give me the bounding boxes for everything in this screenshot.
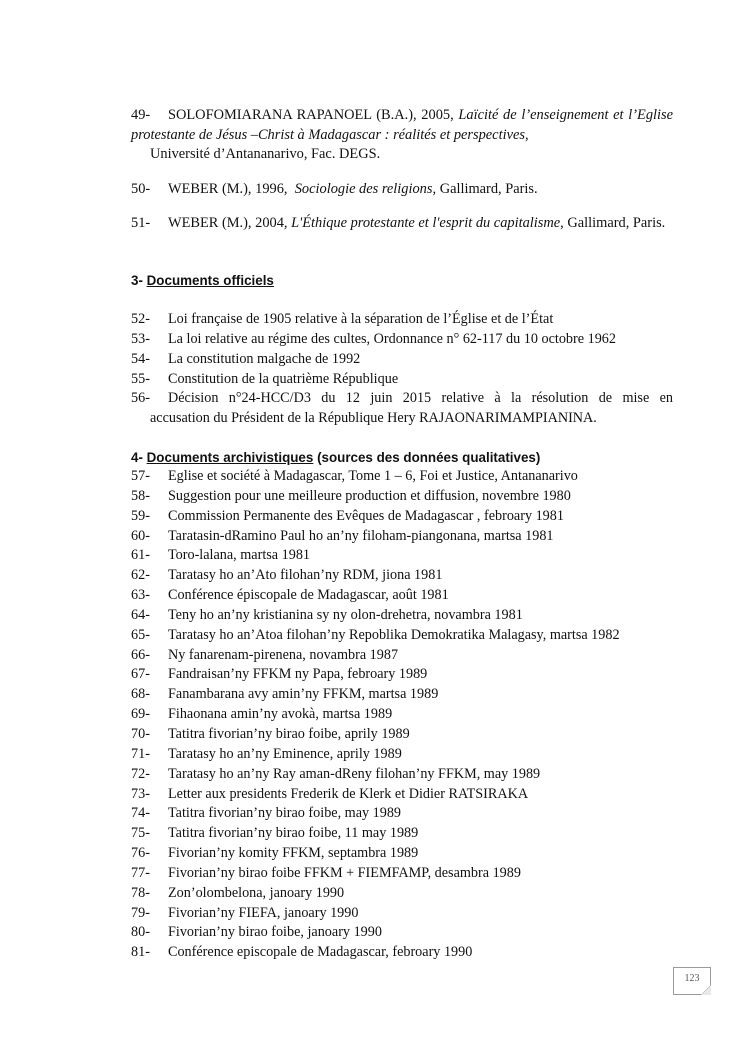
item-number: 79- — [131, 904, 150, 921]
item-number: 57- — [131, 468, 150, 484]
item-number: 65- — [131, 626, 150, 643]
reference-author: SOLOFOMIARANA RAPANOEL (B.A.), 2005, — [168, 107, 454, 123]
item-text: Conférence épiscopale de Madagascar, août 1981 — [168, 587, 449, 604]
reference-50 — [131, 180, 673, 200]
section-title: Documents archivistiques — [146, 450, 314, 465]
list-item — [131, 586, 673, 606]
section-number: 3- — [131, 273, 147, 288]
item-text: Loi française de 1905 relative à la séparation de l’Église et de l’État — [168, 311, 554, 327]
list-item — [131, 725, 673, 745]
list-item — [131, 844, 673, 864]
item-text: Constitution de la quatrième République — [168, 370, 399, 387]
item-number: 77- — [131, 864, 150, 881]
list-item — [131, 665, 673, 685]
item-number: 72- — [131, 765, 150, 782]
item-text: Fihaonana amin’ny avokà, martsa 1989 — [168, 706, 393, 723]
item-text: Eglise et société à Madagascar, Tome 1 – 6, Foi et Justice, Antananarivo — [168, 468, 578, 484]
item-number: 55- — [131, 370, 150, 387]
item-number: 61- — [131, 547, 150, 564]
item-number: 74- — [131, 805, 150, 822]
list-item — [131, 350, 673, 370]
item-number: 80- — [131, 924, 150, 941]
item-text: Fandraisan’ny FFKM ny Papa, febroary 1989 — [168, 666, 428, 683]
list-item — [131, 310, 673, 330]
item-text: Taratasy ho an’ny Eminence, aprily 1989 — [168, 745, 402, 762]
item-number: 81- — [131, 944, 150, 961]
list-item — [131, 765, 673, 785]
item-text: Teny ho an’ny kristianina sy ny olon-drehetra, novambra 1981 — [168, 606, 523, 623]
item-text: Letter aux presidents Frederik de Klerk et Didier RATSIRAKA — [168, 785, 529, 802]
item-text: Zon’olombelona, janoary 1990 — [168, 884, 345, 901]
reference-publisher: , Gallimard, Paris. — [560, 215, 666, 231]
reference-number: 50- — [131, 181, 151, 197]
list-item — [131, 943, 673, 963]
item-number: 67- — [131, 666, 150, 683]
item-text: Taratasy ho an’Ato filohan’ny RDM, jiona 1981 — [168, 567, 443, 584]
reference-publisher: Gallimard, Paris. — [439, 181, 538, 197]
list-item — [131, 389, 673, 409]
reference-author: WEBER (M.), 2004, — [168, 215, 288, 231]
list-item — [131, 566, 673, 586]
item-number: 64- — [131, 606, 150, 623]
item-text: Fivorian’ny birao foibe FFKM + FIEMFAMP, desambra 1989 — [168, 864, 521, 881]
item-text: Tatitra fivorian’ny birao foibe, aprily 1989 — [168, 725, 410, 742]
list-item — [131, 487, 673, 507]
list-item — [131, 646, 673, 666]
item-number: 54- — [131, 350, 150, 367]
reference-number: 49- — [131, 107, 151, 123]
item-text: Ny fanarenam-pirenena, novambra 1987 — [168, 646, 399, 663]
section-title: Documents officiels — [146, 273, 274, 288]
list-item — [131, 745, 673, 765]
list-item — [131, 467, 673, 487]
item-text: Fivorian’ny FIEFA, janoary 1990 — [168, 904, 359, 921]
archive-documents-list — [131, 467, 673, 963]
list-item — [131, 785, 673, 805]
list-item — [131, 685, 673, 705]
list-item — [131, 824, 673, 844]
item-number: 68- — [131, 686, 150, 703]
item-number: 59- — [131, 507, 150, 524]
item-text: Conférence episcopale de Madagascar, febroary 1990 — [168, 944, 473, 961]
item-text: La constitution malgache de 1992 — [168, 350, 361, 367]
list-item — [131, 626, 673, 646]
list-item — [131, 804, 673, 824]
list-item — [131, 507, 673, 527]
item-number: 75- — [131, 825, 150, 842]
item-text: Toro-lalana, martsa 1981 — [168, 547, 311, 564]
reference-title: Laïcité de l’enseignement et l’Eglise protestante de Jésus –Christ à Madagascar : réalités et perspectives, — [131, 107, 673, 143]
item-number: 52- — [131, 311, 150, 327]
item-text: Taratasin-dRamino Paul ho an’ny filoham-piangonana, martsa 1981 — [168, 527, 554, 544]
list-item — [131, 705, 673, 725]
item-text: Fivorian’ny birao foibe, janoary 1990 — [168, 924, 382, 941]
item-number: 56- — [131, 390, 150, 407]
reference-49-continuation — [131, 145, 673, 165]
list-item — [131, 546, 673, 566]
section-heading-archive-documents — [131, 450, 540, 465]
reference-51 — [131, 214, 673, 234]
item-number: 78- — [131, 884, 150, 901]
item-number: 66- — [131, 646, 150, 663]
list-item — [131, 330, 673, 350]
item-number: 58- — [131, 487, 150, 504]
reference-author: WEBER (M.), 1996, — [168, 181, 288, 197]
item-number: 73- — [131, 785, 150, 802]
list-item — [131, 864, 673, 884]
item-number: 60- — [131, 527, 150, 544]
list-item — [131, 370, 673, 390]
official-documents-list — [131, 310, 673, 429]
list-item — [131, 606, 673, 626]
item-text: Tatitra fivorian’ny birao foibe, may 1989 — [168, 805, 402, 822]
item-number: 71- — [131, 745, 150, 762]
reference-49 — [131, 106, 673, 143]
section-heading-official-documents — [131, 273, 274, 288]
item-number: 63- — [131, 587, 150, 604]
item-text: Fanambarana avy amin’ny FFKM, martsa 1989 — [168, 686, 439, 703]
item-text: Commission Permanente des Evêques de Madagascar , febroary 1981 — [168, 507, 564, 524]
reference-number: 51- — [131, 215, 151, 231]
reference-publisher: Université d’Antananarivo, Fac. DEGS. — [150, 146, 381, 162]
list-item — [131, 923, 673, 943]
list-item — [131, 527, 673, 547]
item-text: Tatitra fivorian’ny birao foibe, 11 may 1989 — [168, 825, 419, 842]
list-item — [131, 884, 673, 904]
reference-title: Sociologie des religions, — [294, 181, 437, 197]
item-text: Taratasy ho an’Atoa filohan’ny Repoblika Demokratika Malagasy, martsa 1982 — [168, 626, 620, 643]
item-text: Taratasy ho an’ny Ray aman-dReny filohan’ny FFKM, may 1989 — [168, 765, 541, 782]
item-text: La loi relative au régime des cultes, Ordonnance n° 62-117 du 10 octobre 1962 — [168, 330, 616, 347]
item-number: 70- — [131, 725, 150, 742]
item-number: 76- — [131, 845, 150, 862]
item-number: 69- — [131, 706, 150, 723]
item-number: 62- — [131, 567, 150, 584]
section-subtitle: (sources des données qualitatives) — [313, 450, 541, 465]
item-number: 53- — [131, 330, 150, 347]
item-text: Fivorian’ny komity FFKM, septambra 1989 — [168, 845, 419, 862]
reference-title: L'Éthique protestante et l'esprit du capitalisme — [291, 215, 561, 231]
item-text: accusation du Président de la République Hery RAJAONARIMAMPIANINA. — [150, 410, 597, 427]
section-number: 4- — [131, 450, 147, 465]
list-item-continuation — [131, 409, 673, 429]
page-number: 123 — [673, 967, 711, 995]
item-text: Suggestion pour une meilleure production et diffusion, novembre 1980 — [168, 487, 571, 504]
item-text: Décision n°24-HCC/D3 du 12 juin 2015 relative à la résolution de mise en — [168, 390, 673, 407]
list-item — [131, 904, 673, 924]
